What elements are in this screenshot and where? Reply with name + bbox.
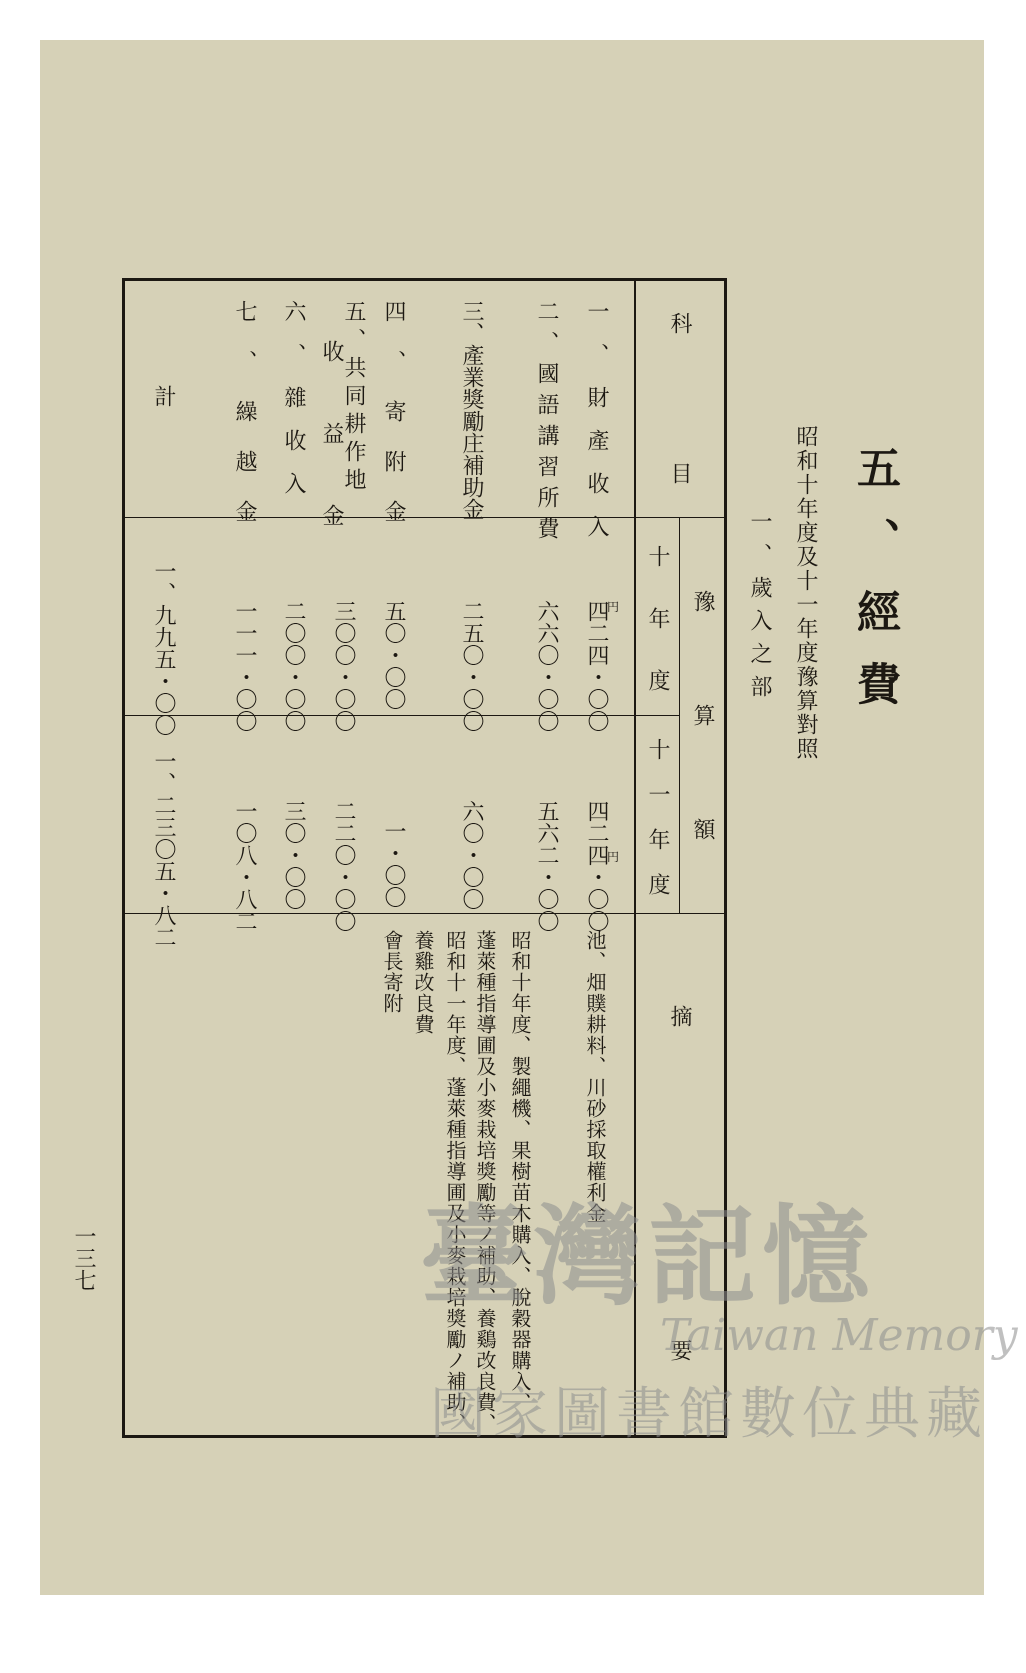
row-2-year11: 五六二・〇〇	[534, 800, 559, 932]
header-item: 科目	[667, 312, 692, 612]
row-1-year10: 四二四・〇〇	[584, 600, 609, 732]
note-3: 蓬萊種指導圃及小麥栽培獎勵等ノ補助、養鷄改良費、	[473, 930, 497, 1434]
header-year11: 十一年度	[645, 738, 670, 918]
header-year10: 十年度	[645, 545, 670, 731]
note-5: 養雞改良費	[411, 930, 435, 1035]
row-item-7: 七、繰越金	[232, 300, 257, 550]
sub-section-title: 一、歲入之部	[747, 510, 772, 708]
note-6: 會長寄附	[380, 930, 404, 1014]
row-7-year11: 一〇八・八二	[232, 800, 257, 932]
row-3-year10: 二五〇・〇〇	[459, 600, 484, 732]
subtitle: 昭和十年度及十一年度豫算對照	[793, 425, 818, 761]
row-item-3: 三、產業獎勵庄補助金	[459, 300, 484, 520]
row-item-2: 二、國語講習所費	[534, 300, 559, 548]
watermark-english: Taiwan Memory	[660, 1310, 1018, 1361]
header-budget: 豫算額	[690, 590, 715, 932]
total-label: 計	[151, 385, 176, 407]
row-7-year10: 一一一・〇〇	[232, 600, 257, 732]
section-title: 五、經費	[849, 445, 900, 733]
row-1-year11: 四二四・〇〇	[584, 800, 609, 932]
row-item-4: 四、寄附金	[381, 300, 406, 550]
total-year11: 一、二三〇五・八二	[151, 750, 176, 948]
total-year10: 一、九九五・〇〇	[151, 560, 176, 736]
row-item-5-bottom: 收益金	[319, 340, 344, 586]
row-4-year11: 一・〇〇	[381, 820, 406, 908]
page-number: 一三七	[71, 1225, 96, 1291]
row-item-6: 六、雜收入	[281, 300, 306, 515]
yen-mark-year11: 円	[607, 850, 620, 864]
row-3-year11: 六〇・〇〇	[459, 800, 484, 910]
row-6-year10: 二〇〇・〇〇	[281, 600, 306, 732]
row-2-year10: 六六〇・〇〇	[534, 600, 559, 732]
row-5-year11: 二二〇・〇〇	[331, 800, 356, 932]
row-5-year10: 三〇〇・〇〇	[331, 600, 356, 732]
row-4-year10: 五〇・〇〇	[381, 600, 406, 710]
header-summary: 摘要	[667, 1005, 692, 1673]
watermark-subtitle: 國家圖書館數位典藏	[430, 1382, 988, 1447]
note-4: 昭和十一年度、蓬萊種指導圃及小麥栽培獎勵ノ補助、	[443, 930, 467, 1434]
yen-mark-year10: 円	[607, 600, 620, 614]
note-1: 池、畑贌耕料、川砂採取權利金	[583, 930, 607, 1224]
row-6-year11: 三〇・〇〇	[281, 800, 306, 910]
row-item-5-top: 五、共同耕作地	[341, 300, 366, 496]
note-2: 昭和十年度、製繩機、果樹苗木購入、脫穀器購入、	[508, 930, 532, 1413]
row-item-1: 一、財產收入	[584, 300, 609, 558]
watermark-logo-text: 臺灣記憶	[420, 1194, 877, 1320]
